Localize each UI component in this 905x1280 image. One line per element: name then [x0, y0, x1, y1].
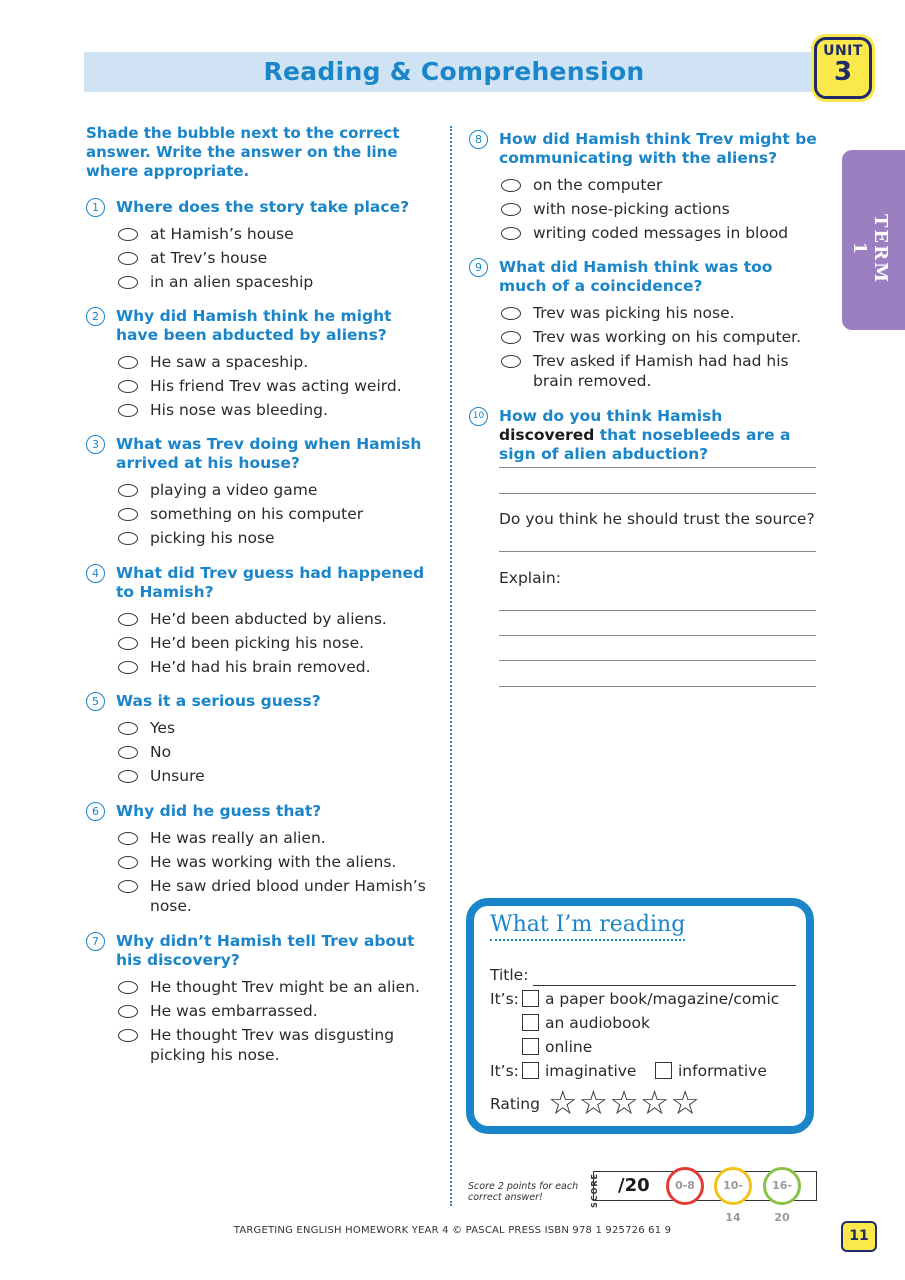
- star-icon[interactable]: ☆: [670, 1083, 700, 1122]
- answer-option[interactable]: [501, 351, 819, 391]
- score-band-mid: 10-14: [714, 1167, 752, 1205]
- question-text: Where does the story take place?: [116, 198, 410, 216]
- question-number: 8: [469, 130, 488, 149]
- question-number: 5: [86, 692, 105, 711]
- option-label: Unsure: [150, 767, 205, 785]
- score-band-low: 0-8: [666, 1167, 704, 1205]
- option-label: No: [150, 743, 172, 761]
- question-text-emphasis: discovered: [499, 426, 595, 444]
- answer-option[interactable]: [501, 223, 819, 243]
- format-option-label: a paper book/magazine/comic: [545, 990, 780, 1008]
- question-text: What did Trev guess had happened to Hamish?: [116, 564, 425, 601]
- title-label: Title:: [490, 966, 529, 984]
- answer-option[interactable]: [118, 480, 438, 500]
- score-note: Score 2 points for each correct answer!: [468, 1181, 579, 1203]
- instructions: Shade the bubble next to the correct answer. Write the answer on the line where appropriate.: [86, 124, 400, 180]
- answer-bubble[interactable]: [118, 832, 138, 845]
- option-label: Yes: [150, 719, 176, 737]
- question-9: [469, 258, 819, 395]
- score-value: /20: [618, 1175, 650, 1196]
- title-input-line[interactable]: [533, 985, 796, 986]
- answer-line[interactable]: [499, 635, 816, 636]
- format-option[interactable]: [522, 1038, 592, 1056]
- question-text-end: that nosebleeds are a sign of alien abduction?: [499, 426, 791, 463]
- format-option[interactable]: [522, 990, 779, 1008]
- answer-option[interactable]: [118, 876, 438, 916]
- format-row: [490, 990, 519, 1008]
- answer-bubble[interactable]: [118, 770, 138, 783]
- answer-bubble[interactable]: [118, 228, 138, 241]
- question-number: 7: [86, 932, 105, 951]
- question-5: [86, 692, 438, 790]
- answer-bubble[interactable]: [118, 613, 138, 626]
- answer-option[interactable]: [118, 400, 438, 420]
- explain-label: Explain:: [499, 569, 561, 587]
- option-label: something on his computer: [150, 505, 364, 523]
- answer-bubble[interactable]: [118, 380, 138, 393]
- answer-option[interactable]: [118, 718, 438, 738]
- genre-option[interactable]: [655, 1062, 767, 1080]
- answer-option[interactable]: [118, 766, 438, 786]
- question-10: [469, 407, 819, 464]
- answer-line[interactable]: [499, 610, 816, 611]
- answer-option[interactable]: [118, 224, 438, 244]
- answer-option[interactable]: [118, 852, 438, 872]
- option-label: writing coded messages in blood: [533, 224, 789, 242]
- star-icon[interactable]: ☆: [639, 1083, 670, 1122]
- option-label: He was working with the aliens.: [150, 853, 397, 871]
- question-text: How did Hamish think Trev might be communicating with the aliens?: [499, 130, 817, 167]
- answer-bubble[interactable]: [118, 1029, 138, 1042]
- page-number: 11: [841, 1221, 877, 1252]
- answer-option[interactable]: [118, 248, 438, 268]
- question-text: What did Hamish think was too much of a coincidence?: [499, 258, 773, 295]
- option-label: with nose-picking actions: [533, 200, 730, 218]
- checkbox[interactable]: [522, 990, 539, 1007]
- question-text: Why did he guess that?: [116, 802, 322, 820]
- option-label: He was embarrassed.: [150, 1002, 318, 1020]
- answer-line[interactable]: [499, 660, 816, 661]
- question-7: [86, 932, 438, 1069]
- score-band-high: 16-20: [763, 1167, 801, 1205]
- rating-stars: [548, 1083, 701, 1122]
- question-2: [86, 307, 438, 424]
- question-1: [86, 198, 438, 296]
- answer-bubble[interactable]: [118, 508, 138, 521]
- unit-number: 3: [833, 57, 853, 87]
- question-6: [86, 802, 438, 920]
- reading-log-title: What I’m reading: [490, 912, 685, 941]
- answer-line[interactable]: [499, 467, 816, 468]
- star-icon[interactable]: ☆: [548, 1083, 578, 1122]
- question-number: 2: [86, 307, 105, 326]
- answer-bubble[interactable]: [118, 981, 138, 994]
- option-label: His friend Trev was acting weird.: [150, 377, 402, 395]
- answer-bubble[interactable]: [501, 331, 521, 344]
- question-text: What was Trev doing when Hamish arrived at his house?: [116, 435, 422, 472]
- answer-option[interactable]: [118, 272, 438, 292]
- answer-bubble[interactable]: [118, 532, 138, 545]
- answer-option[interactable]: [118, 1001, 438, 1021]
- score-label: SCORE: [590, 1172, 600, 1209]
- option-label: He’d been abducted by aliens.: [150, 610, 387, 628]
- option-label: His nose was bleeding.: [150, 401, 328, 419]
- format-option-label: an audiobook: [545, 1014, 650, 1032]
- answer-option[interactable]: [118, 376, 438, 396]
- question-text: Was it a serious guess?: [116, 692, 321, 710]
- answer-option[interactable]: [118, 1025, 438, 1065]
- answer-bubble[interactable]: [118, 1005, 138, 1018]
- answer-line[interactable]: [499, 686, 816, 687]
- answer-option[interactable]: [118, 742, 438, 762]
- option-label: picking his nose: [150, 529, 275, 547]
- option-label: in an alien spaceship: [150, 273, 314, 291]
- answer-option[interactable]: [118, 609, 438, 629]
- answer-bubble[interactable]: [501, 355, 521, 368]
- answer-bubble[interactable]: [118, 404, 138, 417]
- option-label: He was really an alien.: [150, 829, 326, 847]
- answer-option[interactable]: [118, 504, 438, 524]
- unit-label: UNIT: [823, 43, 863, 59]
- answer-bubble[interactable]: [118, 637, 138, 650]
- question-3: [86, 435, 438, 552]
- answer-bubble[interactable]: [118, 856, 138, 869]
- answer-bubble[interactable]: [501, 227, 521, 240]
- answer-option[interactable]: [501, 327, 819, 347]
- star-icon[interactable]: ☆: [609, 1083, 639, 1122]
- unit-badge: [814, 37, 872, 99]
- sub-question: Do you think he should trust the source?: [499, 510, 815, 528]
- answer-bubble[interactable]: [118, 252, 138, 265]
- question-text-start: How do you think Hamish: [499, 407, 723, 425]
- option-label: Trev was working on his computer.: [533, 328, 802, 346]
- option-label: He saw dried blood under Hamish’s nose.: [150, 877, 426, 915]
- footer-text: TARGETING ENGLISH HOMEWORK YEAR 4 © PASCAL PRESS ISBN 978 1 925726 61 9: [233, 1225, 672, 1236]
- question-number: 9: [469, 258, 488, 277]
- question-text: [499, 407, 791, 463]
- genre-option-label: informative: [678, 1062, 767, 1080]
- question-number: 1: [86, 198, 105, 217]
- page-title: Reading & Comprehension: [263, 57, 645, 86]
- answer-option[interactable]: [118, 828, 438, 848]
- answer-option[interactable]: [501, 303, 819, 323]
- genre-option[interactable]: [522, 1062, 636, 1080]
- answer-bubble[interactable]: [501, 307, 521, 320]
- answer-bubble[interactable]: [118, 661, 138, 674]
- option-label: He’d been picking his nose.: [150, 634, 365, 652]
- answer-bubble[interactable]: [118, 880, 138, 893]
- answer-bubble[interactable]: [501, 203, 521, 216]
- question-8: [469, 130, 819, 247]
- checkbox[interactable]: [655, 1062, 672, 1079]
- answer-line[interactable]: [499, 493, 816, 494]
- option-label: He thought Trev was disgusting picking his nose.: [150, 1026, 395, 1064]
- question-text: Why didn’t Hamish tell Trev about his discovery?: [116, 932, 415, 969]
- genre-option-label: imaginative: [545, 1062, 637, 1080]
- checkbox[interactable]: [522, 1038, 539, 1055]
- answer-option[interactable]: [501, 199, 819, 219]
- answer-option[interactable]: [118, 633, 438, 653]
- answer-option[interactable]: [118, 352, 438, 372]
- answer-bubble[interactable]: [118, 356, 138, 369]
- answer-bubble[interactable]: [118, 484, 138, 497]
- checkbox[interactable]: [522, 1014, 539, 1031]
- format-option-label: online: [545, 1038, 593, 1056]
- answer-bubble[interactable]: [118, 276, 138, 289]
- answer-option[interactable]: [118, 977, 438, 997]
- its-label: It’s:: [490, 990, 519, 1008]
- question-number: 10: [469, 407, 488, 426]
- option-label: playing a video game: [150, 481, 318, 499]
- option-label: He saw a spaceship.: [150, 353, 309, 371]
- answer-option[interactable]: [118, 657, 438, 677]
- its-label: It’s:: [490, 1062, 519, 1080]
- question-4: [86, 564, 438, 681]
- question-number: 6: [86, 802, 105, 821]
- option-label: He’d had his brain removed.: [150, 658, 371, 676]
- question-text: Why did Hamish think he might have been abducted by aliens?: [116, 307, 392, 344]
- answer-bubble[interactable]: [118, 722, 138, 735]
- question-number: 3: [86, 435, 105, 454]
- answer-line[interactable]: [499, 551, 816, 552]
- option-label: at Hamish’s house: [150, 225, 294, 243]
- answer-bubble[interactable]: [501, 179, 521, 192]
- option-label: Trev was picking his nose.: [533, 304, 735, 322]
- answer-bubble[interactable]: [118, 746, 138, 759]
- option-label: Trev asked if Hamish had had his brain removed.: [533, 352, 789, 390]
- title-row: [490, 966, 528, 984]
- format-option[interactable]: [522, 1014, 650, 1032]
- answer-option[interactable]: [118, 528, 438, 548]
- checkbox[interactable]: [522, 1062, 539, 1079]
- option-label: at Trev’s house: [150, 249, 268, 267]
- genre-row: [490, 1062, 519, 1080]
- answer-option[interactable]: [501, 175, 819, 195]
- star-icon[interactable]: ☆: [578, 1083, 609, 1122]
- term-label: TERM 1: [849, 214, 891, 284]
- option-label: on the computer: [533, 176, 663, 194]
- column-divider: [450, 126, 452, 1206]
- option-label: He thought Trev might be an alien.: [150, 978, 420, 996]
- rating-label: Rating: [490, 1095, 540, 1113]
- question-number: 4: [86, 564, 105, 583]
